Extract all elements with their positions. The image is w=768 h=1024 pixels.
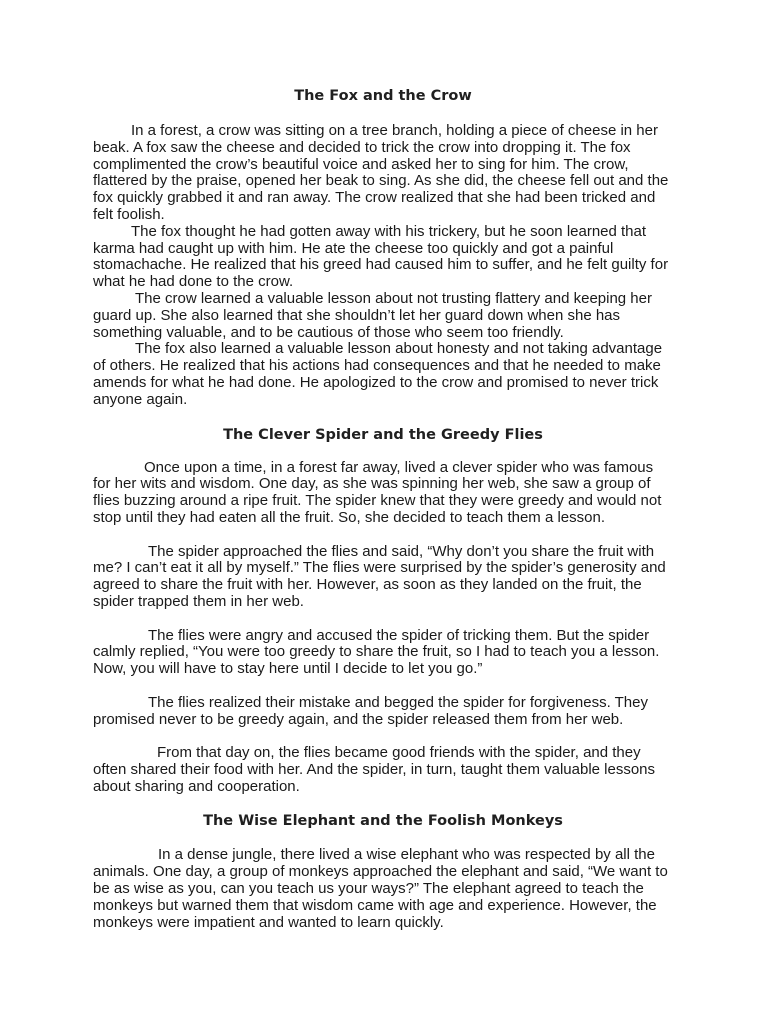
paragraph: In a dense jungle, there lived a wise elephant who was respected by all the animals. One day, a group of monkeys approached the elephant and said, “We want to be as wise as you, can you teach us your ways?” The elephant agreed to teach the monkeys but warned them that wisdom came with age and experience. However, the monkeys were impatient and wanted to learn quickly.: [93, 846, 668, 931]
paragraph: The fox thought he had gotten away with his trickery, but he soon learned that karma had caught up with him. He ate the cheese too quickly and got a painful stomachache. He realized that his greed had caused him to suffer, and he felt guilty for what he had done to the crow.: [93, 222, 669, 291]
story-body-fox-crow: [93, 123, 673, 409]
paragraph: The flies were angry and accused the spider of tricking them. But the spider calmly replied, “You were too greedy to share the fruit, so I had to teach you a lesson. Now, you will have to stay here until I decide to let you go.”: [93, 626, 660, 678]
paragraph: The spider approached the flies and said, “Why don’t you share the fruit with me? I can’t eat it all by myself.” The flies were surprised by the spider’s generosity and agreed to share the fruit with her. However, as soon as they landed on the fruit, the spider trapped them in her web.: [93, 542, 666, 610]
paragraph: From that day on, the flies became good friends with the spider, and they often shared their food with her. And the spider, in turn, taught them valuable lessons about sharing and cooperation.: [93, 744, 656, 795]
story-title-spider-flies: The Clever Spider and the Greedy Flies: [223, 426, 543, 443]
document-page: [93, 86, 673, 931]
story-body-elephant-monkeys: [93, 847, 673, 931]
paragraph: In a forest, a crow was sitting on a tree branch, holding a piece of cheese in her beak. A fox saw the cheese and decided to trick the crow into dropping it. The fox complimented the crow’s beautiful voice and asked her to sing for him. The crow, flattered by the praise, opened her beak to sing. As she did, the cheese fell out and the fox quickly grabbed it and ran away. The crow realized that she had been tricked and felt foolish.: [93, 122, 669, 223]
paragraph: Once upon a time, in a forest far away, lived a clever spider who was famous for her wits and wisdom. One day, as she was spinning her web, she saw a group of flies buzzing around a ripe fruit. The spider knew that they were greedy and would not stop until they had eaten all the fruit. So, she decided to teach them a lesson.: [93, 458, 662, 526]
story-title-elephant-monkeys: The Wise Elephant and the Foolish Monkeys: [203, 813, 563, 830]
paragraph: The fox also learned a valuable lesson about honesty and not taking advantage of others. He realized that his actions had consequences and that he needed to make amends for what he had done. He apologized to the crow and promised to never trick anyone again.: [93, 340, 663, 408]
story-title-fox-crow: The Fox and the Crow: [294, 88, 472, 104]
story-body-spider-flies: [93, 460, 673, 796]
paragraph: The crow learned a valuable lesson about not trusting flattery and keeping her guard up. She also learned that she shouldn’t let her guard down when she has something valuable, and to be cautious of those who seem too friendly.: [93, 289, 652, 341]
paragraph: The flies realized their mistake and begged the spider for forgiveness. They promised never to be greedy again, and the spider released them from her web.: [93, 693, 648, 728]
